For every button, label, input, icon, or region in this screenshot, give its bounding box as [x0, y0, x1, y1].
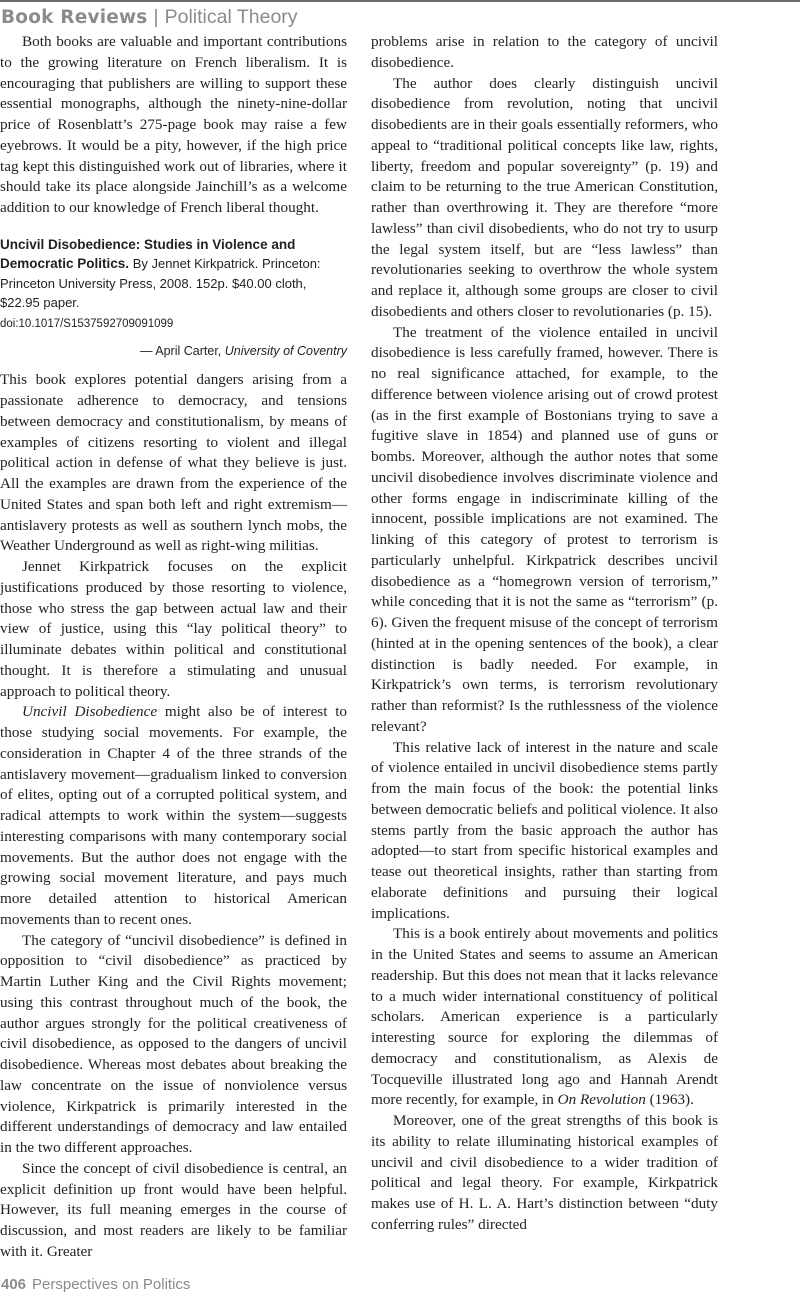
paragraph-text: (1963). [645, 1091, 694, 1109]
paragraph: The author does clearly distinguish uncivil disobedience from revolution, noting that uncivil disobedients are in their goals essentially reformers, who appeal to “traditional political concepts like law, rights, liberty, freedom and popular sovereignty” (p. 19) and claim to be returning to the true American Constitution, rather than overthrowing it. They are therefore “more lawless” than civil disobedients, who do not try to usurp the legal system itself, but are “less lawless” than revolutionaries seeking to overthrow the whole system and replace it, although some groups are closer to civil disobedients and others closer to revolutionaries (p. 15). [371, 74, 718, 320]
paragraph-text: This is a book entirely about movements and politics in the United States and seems to assume an American readership. But this does not mean that it lacks relevance to a much wider international constituency of political scholars. American experience is a particularly interesting source for exploring the dilemmas of democracy and constitutionalism, as Alexis de Tocqueville illustrated long ago and Hannah Arendt more recently, for example, in [371, 925, 718, 1109]
book-title-italic: Uncivil Disobedience [22, 703, 158, 721]
page-body [0, 32, 718, 1263]
journal-name: Perspectives on Politics [32, 1275, 191, 1293]
reviewer-name: — April Carter, [139, 344, 225, 359]
paragraph: The category of “uncivil disobedience” is defined in opposition to “civil disobedience” as practiced by Martin Luther King and the Civil Rights movement; using this contrast throughout much of the book, the author argues strongly for the political creativeness of civil disobedience, as opposed to the dangers of uncivil disobedience. Whereas most debates about breaking the law concentrate on the issue of nonviolence versus violence, Kirkpatrick is primarily interested in the different understandings of democracy and law entailed in the two different approaches. [0, 931, 347, 1156]
section-title: Book Reviews [1, 7, 148, 28]
doi-link[interactable]: doi:10.1017/S1537592709091099 [0, 317, 174, 330]
header-separator: | [153, 6, 159, 28]
reviewer-affiliation: University of Coventry [224, 344, 347, 359]
paragraph: problems arise in relation to the category of uncivil disobedience. [371, 33, 718, 71]
book-details: By Jennet Kirkpatrick. Princeton: Princeton University Press, 2008. 152p. $40.00 cloth, $22.95 paper. [0, 256, 321, 311]
paragraph: This relative lack of interest in the nature and scale of violence entailed in uncivil disobedience stems partly from the main focus of the book: the potential links between democratic beliefs and political violence. It also stems partly from the basic approach the author has adopted—to start from specific historical examples and tease out theoretical insights, rather than starting from elaborate definitions and pursuing their logical implications. [371, 738, 718, 922]
subsection-title: Political Theory [164, 6, 298, 28]
running-footer [1, 1275, 800, 1295]
page-number: 406 [1, 1275, 27, 1293]
paragraph: This book explores potential dangers arising from a passionate adherence to democracy, and tensions between democracy and constitutionalism, by means of examples of citizens resorting to violent and illegal political action in defense of what they believe is just. All the examples are drawn from the experience of the United States and span both left and right extremism—antislavery protests as well as southern lynch mobs, the Weather Underground as well as right-wing militias. [0, 371, 347, 555]
top-rule [0, 0, 800, 2]
paragraph: Both books are valuable and important contributions to the growing literature on French liberalism. It is encouraging that publishers are willing to support these essential monographs, although the ninety-nine-dollar price of Rosenblatt’s 275-page book may raise a few eyebrows. It would be a pity, however, if the high price tag kept this distinguished work out of libraries, where it should take its place alongside Jainchill’s as a welcome addition to our knowledge of French liberal thought. [0, 33, 347, 216]
paragraph [0, 702, 347, 930]
paragraph-text: might also be of interest to those studying social movements. For example, the consideration in Chapter 4 of the three strands of the antislavery movement—gradualism linked to conversion of elites, opting out of a corrupted political system, and radical attempts to work within the system—suggests interesting comparisons with many contemporary social movements. But the author does not engage with the growing social movement literature, and pays much more detailed attention to historical American movements than to recent ones. [0, 703, 348, 928]
running-header [1, 4, 800, 32]
paragraph: Moreover, one of the great strengths of this book is its ability to relate illuminating historical examples of uncivil and civil disobedience to a wider tradition of political and legal theory. For example, Kirkpatrick makes use of H. L. A. Hart’s distinction between “duty conferring rules” directed [371, 1112, 718, 1233]
paragraph [371, 924, 718, 1111]
book-title: Uncivil Disobedience: Studies in Violence and Democratic Politics. [0, 236, 296, 272]
paragraph: The treatment of the violence entailed in uncivil disobedience is less carefully framed, however. There is no real significance attached, for example, to the difference between violence arising out of crowd protest (as in the first example of Bostonians trying to save a fugitive slave in 1854) and planned use of guns or bombs. Moreover, although the author notes that some uncivil disobedience involves discriminate violence and other forms engage in indiscriminate killing of the innocent, possible implications are not examined. The linking of this category of protest to terrorism is particularly unhelpful. Kirkpatrick describes uncivil disobedience as a “homegrown version of terrorism,” while conceding that it is not the same as “terrorism” (p. 6). Given the frequent misuse of the concept of terrorism (hinted at in the opening sentences of the book), a clear distinction is badly needed. For example, in Kirkpatrick’s own terms, is terrorism revolutionary rather than reformist? Is the ruthlessness of the violence relevant? [371, 323, 718, 735]
paragraph: Jennet Kirkpatrick focuses on the explicit justifications produced by those resorting to violence, those who stress the gap between actual law and their view of justice, using this “lay political theory” to illuminate debates within political and constitutional thought. It is therefore a stimulating and unusual approach to political theory. [0, 558, 347, 700]
book-citation [0, 235, 347, 335]
right-column [371, 32, 718, 1236]
book-title-italic: On Revolution [557, 1091, 646, 1109]
paragraph: Since the concept of civil disobedience is central, an explicit definition up front would have been helpful. However, its full meaning emerges in the course of discussion, and most readers are likely to be familiar with it. Greater [0, 1159, 347, 1260]
left-column [0, 32, 347, 1263]
reviewer [0, 342, 347, 360]
